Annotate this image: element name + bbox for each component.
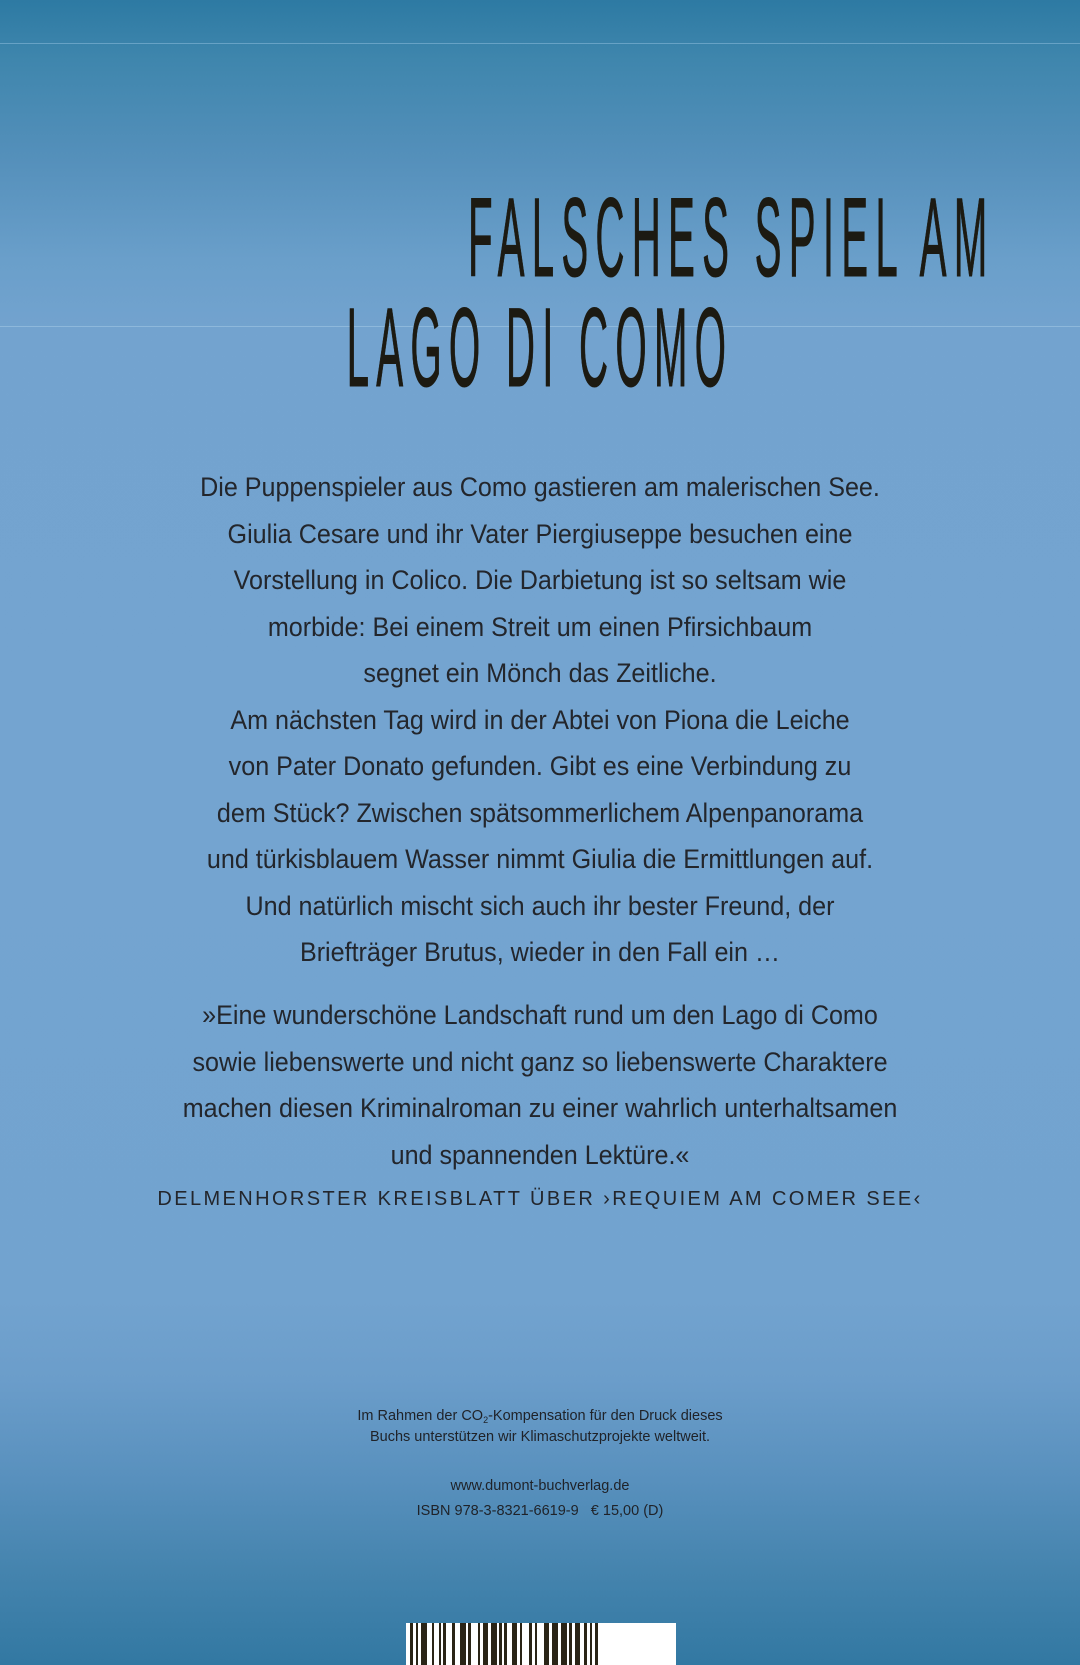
price: € 15,00 (D) — [590, 1503, 664, 1519]
blurb-line: dem Stück? Zwischen spätsommerlichem Alpenpanorama — [216, 797, 864, 828]
review-quote — [0, 992, 1080, 1178]
isbn: ISBN 978-3-8321-6619-9 — [416, 1503, 579, 1519]
blurb — [0, 464, 1080, 976]
co2-note-line-1: Im Rahmen der $CO_2$-Kompensation für den Druck dieses — [357, 1408, 723, 1425]
title-line-2: LAGO DI COMO — [346, 285, 734, 410]
blurb-line: und türkisblauem Wasser nimmt Giulia die Ermittlungen auf. — [206, 844, 874, 874]
quote-line: machen diesen Kriminalroman zu einer wahrlich unterhaltsamen — [182, 1093, 898, 1123]
blurb-line: Am nächsten Tag wird in der Abtei von Piona die Leiche — [230, 704, 850, 735]
quote-line: und spannenden Lektüre.« — [390, 1139, 690, 1170]
blurb-line: Und natürlich mischt sich auch ihr bester Freund, der — [245, 890, 835, 921]
isbn-price-line — [0, 1503, 1080, 1519]
quote-line: »Eine wunderschöne Landschaft rund um den Lago di Como — [202, 1000, 878, 1030]
blurb-line: Briefträger Brutus, wieder in den Fall ein … — [299, 937, 781, 967]
quote-line: sowie liebenswerte und nicht ganz so liebenswerte Charaktere — [192, 1046, 888, 1077]
title-line-1: FALSCHES SPIEL AM — [468, 175, 995, 300]
blurb-line: segnet ein Mönch das Zeitliche. — [363, 658, 717, 688]
blurb-line: morbide: Bei einem Streit um einen Pfirsichbaum — [267, 611, 813, 642]
blurb-line: Vorstellung in Colico. Die Darbietung ist so seltsam wie — [233, 565, 847, 595]
blurb-line: Die Puppenspieler aus Como gastieren am malerischen See. — [200, 472, 880, 502]
barcode — [406, 1623, 676, 1665]
co2-note-line-2: Buchs unterstützen wir Klimaschutzprojekte weltweit. — [369, 1429, 711, 1445]
top-band-rule — [0, 43, 1080, 44]
blurb-line: von Pater Donato gefunden. Gibt es eine Verbindung zu — [228, 751, 852, 781]
co2-compensation-note — [0, 1406, 1080, 1448]
blurb-line: Giulia Cesare und ihr Vater Piergiuseppe besuchen eine — [227, 518, 853, 549]
publisher-url: www.dumont-buchverlag.de — [450, 1478, 630, 1494]
quote-attribution: DELMENHORSTER KREISBLATT ÜBER ›REQUIEM AM COMER SEE‹ — [157, 1188, 923, 1210]
